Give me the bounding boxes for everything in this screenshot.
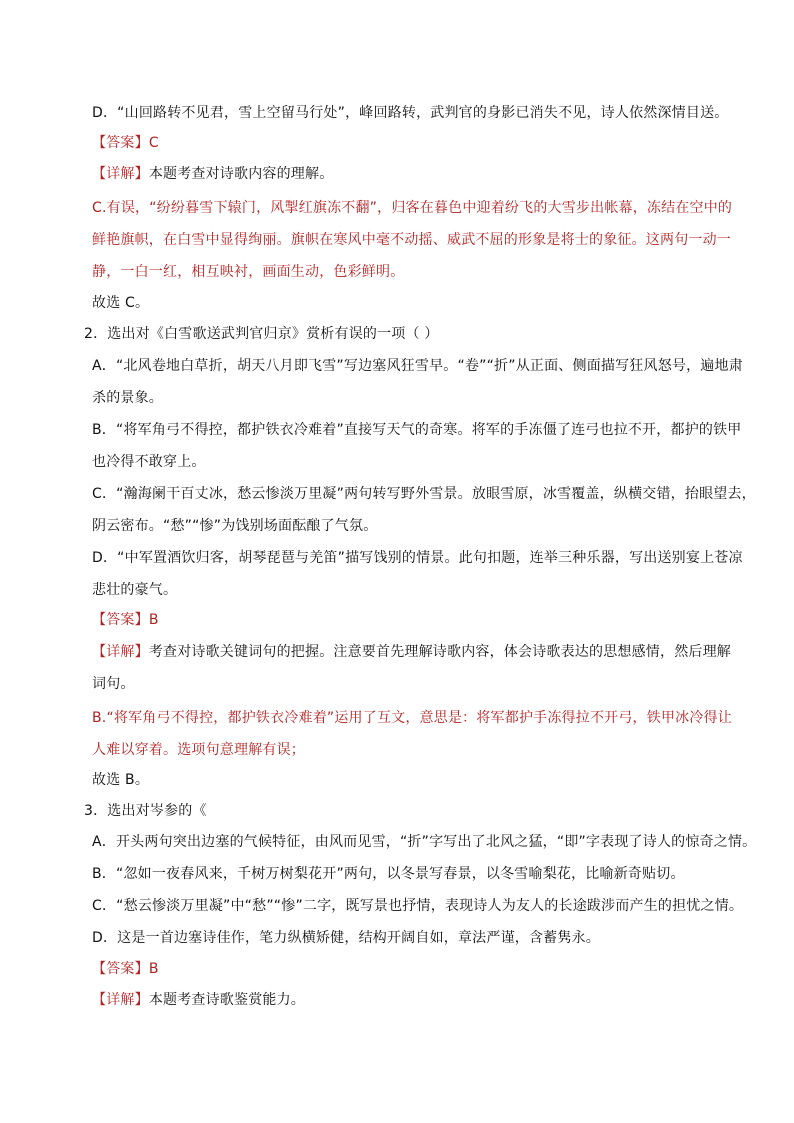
q2-conclusion: 故选 B。 xyxy=(92,772,150,788)
q1-detail xyxy=(92,164,732,184)
q3-option-d: D．这是一首边塞诗佳作，笔力纵横矫健，结构开阔自如，章法严谨，含蓄隽永。 xyxy=(92,930,600,946)
detail-text: 本题考查对诗歌内容的理解。 xyxy=(148,166,334,182)
q3-answer xyxy=(92,959,732,979)
q2-explanation-line: 人难以穿着。选项句意理解有误； xyxy=(92,742,305,758)
q3-stem: 3．选出对岑参的《 xyxy=(84,803,207,819)
q1-explanation-line: 鲜艳旗帜，在白雪中显得绚丽。旗帜在寒风中毫不动摇、威武不屈的形象是将士的象征。这两句一动一 xyxy=(92,232,731,248)
q1-explanation-line: 静，一白一红，相互映衬，画面生动，色彩鲜明。 xyxy=(92,264,405,280)
answer-value: C xyxy=(148,135,159,151)
answer-label: 【答案】 xyxy=(92,961,149,977)
q1-option-d: D．“山回路转不见君，雪上空留马行处”，峰回路转，武判官的身影已消失不见，诗人依然深情目送。 xyxy=(92,105,729,121)
q2-explanation-line: B.“将军角弓不得控，都护铁衣冷难着”运用了互文，意思是：将军都护手冻得拉不开弓，铁甲冰冷得让 xyxy=(92,710,732,726)
answer-label: 【答案】 xyxy=(92,135,149,151)
q1-answer xyxy=(92,133,732,153)
q2-option-a-cont: 杀的景象。 xyxy=(92,390,163,406)
answer-label: 【答案】 xyxy=(92,612,149,628)
q2-option-b-cont: 也冷得不敢穿上。 xyxy=(92,454,206,470)
q2-option-d-cont: 悲壮的豪气。 xyxy=(92,582,178,598)
q2-option-c: C．“瀚海阑干百丈冰，愁云惨淡万里凝”两句转写野外雪景。放眼雪原，冰雪覆盖，纵横交错，抬眼望去， xyxy=(92,486,756,502)
detail-label: 【详解】 xyxy=(92,644,149,660)
q2-answer xyxy=(92,610,732,630)
detail-text: 本题考查诗歌鉴赏能力。 xyxy=(148,992,306,1008)
detail-label: 【详解】 xyxy=(92,166,149,182)
q2-option-b: B．“将军角弓不得控，都护铁衣冷难着”直接写天气的奇寒。将军的手冻僵了连弓也拉不开，都护的铁甲 xyxy=(92,422,742,438)
q3-option-b: B．“忽如一夜春风来，千树万树梨花开”两句，以冬景写春景，以冬雪喻梨花，比喻新奇贴切。 xyxy=(92,866,685,882)
q3-detail xyxy=(92,990,732,1010)
q3-option-a: A．开头两句突出边塞的气候特征，由风而见雪，“折”字写出了北风之猛，“即”字表现了诗人的惊奇之情。 xyxy=(92,834,757,850)
q2-option-d: D．“中军置酒饮归客，胡琴琵琶与羌笛”描写饯别的情景。此句扣题，连举三种乐器，写出送别宴上苍凉 xyxy=(92,550,743,566)
answer-value: B xyxy=(148,612,159,628)
answer-value: B xyxy=(148,961,159,977)
q2-detail-cont: 词句。 xyxy=(92,676,135,692)
q3-option-c: C．“愁云惨淡万里凝”中“愁”“惨”二字，既写景也抒情，表现诗人为友人的长途跋涉而产生的担忧之情。 xyxy=(92,898,744,914)
q1-explanation-line: C.有误，“纷纷暮雪下辕门，风掣红旗冻不翻”，归客在暮色中迎着纷飞的大雪步出帐幕，冻结在空中的 xyxy=(92,200,733,216)
q2-option-a: A．“北风卷地白草折，胡天八月即飞雪”写边塞风狂雪早。“卷”“折”从正面、侧面描写狂风怒号，遍地肃 xyxy=(92,358,743,374)
detail-label: 【详解】 xyxy=(92,992,149,1008)
q1-conclusion: 故选 C。 xyxy=(92,295,150,311)
q2-stem: 2．选出对《白雪歌送武判官归京》赏析有误的一项（ ） xyxy=(84,326,439,342)
q2-option-c-cont: 阴云密布。“愁”“惨”为饯别场面酝酿了气氛。 xyxy=(92,518,378,534)
detail-text: 考查对诗歌关键词句的把握。注意要首先理解诗歌内容，体会诗歌表达的思想感情，然后理解 xyxy=(148,644,732,660)
q2-detail xyxy=(92,642,732,662)
